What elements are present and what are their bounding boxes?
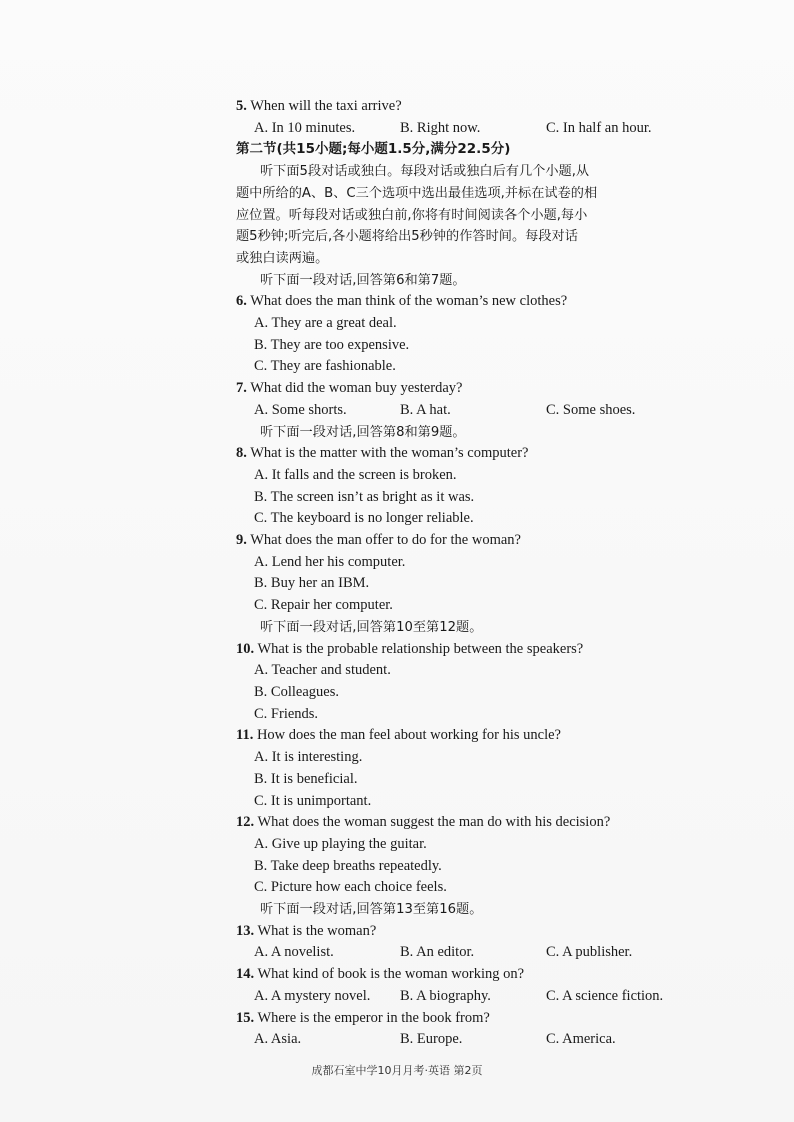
- option-c: C. Repair her computer.: [254, 597, 393, 614]
- option-b: B. An editor.: [400, 944, 475, 961]
- question-5-options: [236, 118, 676, 140]
- option-a: A. It is interesting.: [254, 749, 363, 766]
- option-b: B. Take deep breaths repeatedly.: [254, 857, 442, 874]
- option-a: A. They are a great deal.: [254, 315, 397, 332]
- option-b: B. A biography.: [400, 987, 491, 1004]
- question-8: 8. What is the matter with the woman’s computer?: [236, 445, 529, 462]
- option-b: B. It is beneficial.: [254, 770, 358, 787]
- question-5: 5. When will the taxi arrive?: [236, 98, 402, 114]
- option-c: C. The keyboard is no longer reliable.: [254, 510, 474, 527]
- listening-prompt: 听下面一段对话,回答第8和第9题。: [260, 424, 466, 440]
- listening-prompt: 听下面一段对话,回答第10至第12题。: [260, 619, 483, 635]
- question-7-options: [236, 400, 676, 422]
- option-c: C. In half an hour.: [546, 119, 652, 136]
- option-b: B. Colleagues.: [254, 683, 339, 700]
- question-14: 14. What kind of book is the woman working on?: [236, 966, 525, 983]
- instruction-line: 题5秒钟;听完后,各小题将给出5秒钟的作答时间。每段对话: [236, 229, 578, 245]
- instruction-line: 听下面5段对话或独白。每段对话或独白后有几个小题,从: [260, 164, 590, 180]
- option-c: C. Picture how each choice feels.: [254, 879, 447, 896]
- listening-prompt: 听下面一段对话,回答第13至第16题。: [260, 902, 483, 918]
- question-14-options: [236, 986, 676, 1008]
- option-b: B. Buy her an IBM.: [254, 575, 370, 592]
- option-a: A. Asia.: [254, 1031, 302, 1048]
- option-b: B. The screen isn’t as bright as it was.: [254, 488, 475, 505]
- option-b: B. Right now.: [400, 119, 481, 136]
- option-a: A. Teacher and student.: [254, 662, 391, 679]
- option-b: B. They are too expensive.: [254, 336, 410, 353]
- question-10: 10. What is the probable relationship between the speakers?: [236, 640, 584, 657]
- page-footer: 成都石室中学10月月考·英语 第2页: [311, 1064, 483, 1077]
- question-7: 7. What did the woman buy yesterday?: [236, 380, 463, 397]
- section-title: 第二节(共15小题;每小题1.5分,满分22.5分): [236, 141, 511, 158]
- question-9: 9. What does the man offer to do for the woman?: [236, 532, 521, 549]
- option-a: A. A novelist.: [254, 944, 334, 961]
- option-c: C. A science fiction.: [546, 987, 664, 1004]
- question-6: 6. What does the man think of the woman’s new clothes?: [236, 293, 568, 310]
- question-12: 12. What does the woman suggest the man do with his decision?: [236, 814, 611, 831]
- question-13: 13. What is the woman?: [236, 922, 377, 939]
- exam-content: [236, 96, 676, 1051]
- option-a: A. Lend her his computer.: [254, 553, 406, 570]
- option-b: B. Europe.: [400, 1031, 463, 1048]
- option-a: A. It falls and the screen is broken.: [254, 466, 457, 483]
- option-c: C. They are fashionable.: [254, 358, 396, 375]
- question-13-options: [236, 942, 676, 964]
- question-15-options: [236, 1029, 676, 1051]
- instruction-line: 题中所给的A、B、C三个选项中选出最佳选项,并标在试卷的相: [236, 185, 598, 201]
- question-15: 15. Where is the emperor in the book from?: [236, 1009, 490, 1026]
- option-a: A. Some shorts.: [254, 401, 347, 418]
- option-c: C. A publisher.: [546, 944, 633, 961]
- option-c: C. America.: [546, 1031, 616, 1048]
- option-a: A. A mystery novel.: [254, 987, 371, 1004]
- listening-prompt: 听下面一段对话,回答第6和第7题。: [260, 272, 466, 288]
- option-c: C. It is unimportant.: [254, 792, 372, 809]
- option-a: A. Give up playing the guitar.: [254, 835, 427, 852]
- instruction-line: 应位置。听每段对话或独白前,你将有时间阅读各个小题,每小: [236, 207, 588, 223]
- instruction-line: 或独白读两遍。: [236, 250, 329, 266]
- question-11: 11. How does the man feel about working for his uncle?: [236, 727, 561, 744]
- option-b: B. A hat.: [400, 401, 451, 418]
- option-c: C. Friends.: [254, 705, 319, 722]
- option-a: A. In 10 minutes.: [254, 119, 356, 136]
- option-c: C. Some shoes.: [546, 401, 636, 418]
